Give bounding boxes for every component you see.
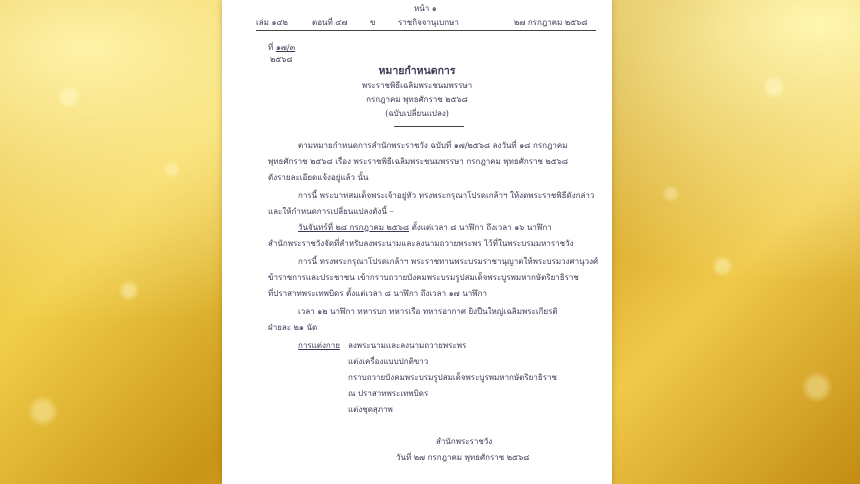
gazette-name: ราชกิจจานุเบกษา: [398, 18, 459, 27]
dress-code-item: ลงพระนามและลงนามถวายพระพร: [348, 341, 467, 350]
paragraph-4-line-1: การนี้ ทรงพระกรุณาโปรดเกล้าฯ พระราชทานพระบรมราชานุญาตให้พระบรมวงศานุวงศ์: [298, 257, 599, 266]
header-rule: [256, 30, 596, 31]
paragraph-3-line-2: สำนักพระราชวังจัดที่สำหรับลงพระนามและลงนามถวายพระพร ไว้ที่ในพระบรมมหาราชวัง: [268, 239, 574, 248]
paragraph-3-line-1: [298, 222, 552, 234]
document-title: หมายกำหนดการ: [378, 65, 456, 77]
section-letter: ข: [370, 18, 376, 27]
paragraph-5-line-1: เวลา ๑๒ นาฬิกา ทหารบก ทหารเรือ ทหารอากาศ ยิงปืนใหญ่เฉลิมพระเกียรติ: [298, 307, 558, 316]
paragraph-4-line-2: ข้าราชการและประชาชน เข้ากราบถวายบังคมพระบรมรูปสมเด็จพระบูรพมหากษัตริยาธิราช: [268, 273, 579, 282]
reference-year: ๒๕๖๘: [270, 55, 293, 64]
paragraph-1-line-3: ดังรายละเอียดแจ้งอยู่แล้ว นั้น: [268, 173, 369, 182]
revision-note: (ฉบับเปลี่ยนแปลง): [385, 109, 449, 118]
reference-label: ที่: [268, 43, 274, 52]
header-date: ๒๗ กรกฎาคม ๒๕๖๘: [514, 18, 588, 27]
ceremony-name: พระราชพิธีเฉลิมพระชนมพรรษา: [361, 81, 473, 90]
issuing-office: สำนักพระราชวัง: [436, 437, 493, 446]
page-number: หน้า ๑: [414, 4, 437, 13]
dress-code-label: การแต่งกาย: [298, 341, 340, 350]
dress-code-item: ณ ปราสาทพระเทพบิดร: [348, 389, 429, 398]
paragraph-2-line-2: และให้กำหนดการเปลี่ยนแปลงดังนี้ –: [268, 207, 394, 216]
schedule-time: ตั้งแต่เวลา ๘ นาฬิกา ถึงเวลา ๑๖ นาฬิกา: [409, 223, 552, 232]
title-rule: [394, 126, 464, 127]
reference-number: [268, 42, 295, 54]
paragraph-1-line-2: พุทธศักราช ๒๕๖๘ เรื่อง พระราชพิธีเฉลิมพระชนมพรรษา กรกฎาคม พุทธศักราช ๒๕๖๘: [268, 157, 569, 166]
dress-code-item: แต่งเครื่องแบบปกติขาว: [348, 357, 429, 366]
gazette-document-page: [222, 0, 612, 484]
dress-code-item: แต่งชุดสุภาพ: [348, 405, 393, 414]
dress-code-item: กราบถวายบังคมพระบรมรูปสมเด็จพระบูรพมหากษัตริยาธิราช: [348, 373, 557, 382]
issue-date: วันที่ ๒๗ กรกฎาคม พุทธศักราช ๒๕๖๘: [396, 453, 530, 462]
issue-number: ตอนที่ ๔๗: [312, 18, 348, 27]
paragraph-2-line-1: การนี้ พระบาทสมเด็จพระเจ้าอยู่หัว ทรงพระกรุณาโปรดเกล้าฯ ให้งดพระราชพิธีดังกล่าว: [298, 191, 595, 200]
volume-number: เล่ม ๑๔๒: [256, 18, 288, 27]
paragraph-5-line-2: ฝ่ายละ ๒๑ นัด: [268, 323, 318, 332]
paragraph-1-line-1: ตามหมายกำหนดการสำนักพระราชวัง ฉบับที่ ๑๗/๒๕๖๘ ลงวันที่ ๑๘ กรกฎาคม: [298, 141, 568, 150]
reference-code: ๑๗/๓: [275, 43, 296, 52]
schedule-date: วันจันทร์ที่ ๒๘ กรกฎาคม ๒๕๖๘: [298, 223, 410, 232]
paragraph-4-line-3: ที่ปราสาทพระเทพบิดร ตั้งแต่เวลา ๘ นาฬิกา ถึงเวลา ๑๗ นาฬิกา: [268, 289, 488, 298]
ceremony-date: กรกฎาคม พุทธศักราช ๒๕๖๘: [366, 95, 468, 104]
